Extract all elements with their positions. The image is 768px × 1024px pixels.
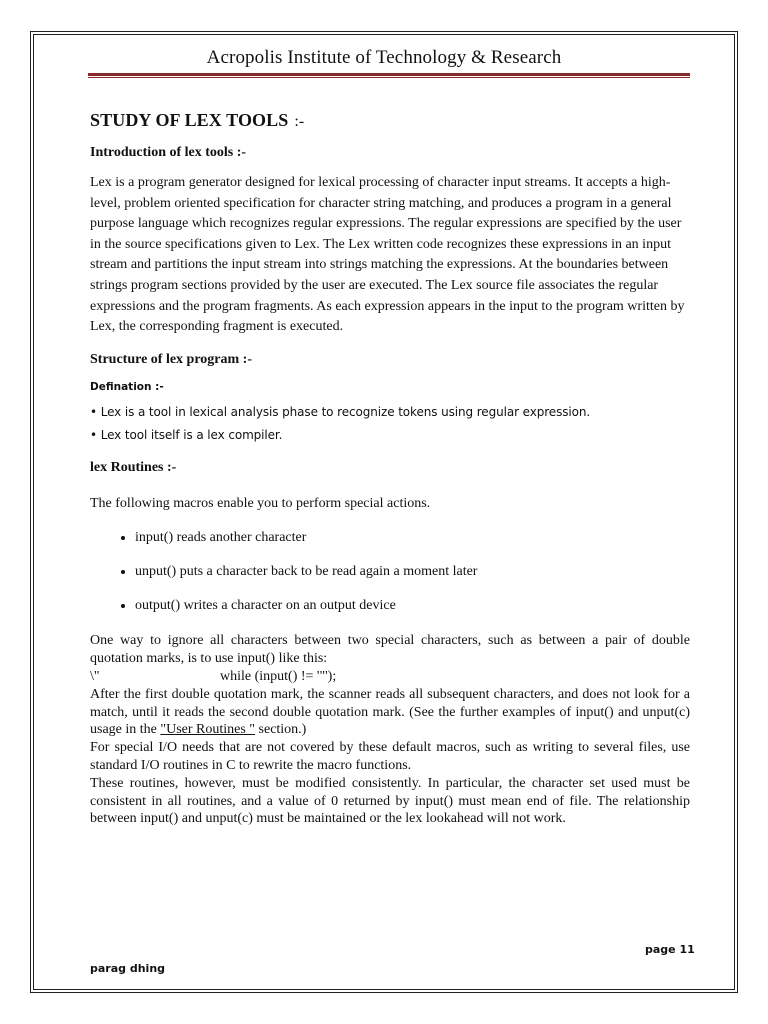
intro-title: Introduction of lex tools :- <box>90 145 247 160</box>
routines-intro: The following macros enable you to perform special actions. <box>90 495 431 511</box>
document-body <box>90 110 690 828</box>
routines-title: lex Routines :- <box>90 459 177 475</box>
main-heading-suffix: :- <box>294 113 305 130</box>
routines-list <box>90 530 690 614</box>
header-rule <box>88 73 690 76</box>
code-example <box>90 668 690 686</box>
list-item: • unput() puts a character back to be read again a moment later <box>135 564 690 580</box>
body-paragraph-2 <box>90 686 690 739</box>
header-rule-thin <box>88 77 690 78</box>
intro-paragraph: Lex is a program generator designed for lexical processing of character input streams. It accepts a high-level, problem oriented specification for character string matching, and produces a program in a general purpose language which recognizes regular expressions. The regular expressions are specified by the user in the source specifications given to Lex. The Lex written code recognizes these expressions in an input stream and partitions the input stream into strings matching the expressions. At the boundaries between strings program sections provided by the user are executed. The Lex source file associates the regular expressions and the program fragments. As each expression appears in the input to the program written by Lex, the corresponding fragment is executed. <box>90 175 685 335</box>
body-paragraph-3: For special I/O needs that are not covered by these default macros, such as writing to several files, use standard I/O routines in C to rewrite the macro functions. <box>90 740 690 773</box>
definition-bullet: • Lex is a tool in lexical analysis phase to recognize tokens using regular expression. <box>90 404 591 419</box>
code-right: while (input() != '"'); <box>220 668 337 684</box>
structure-title: Structure of lex program :- <box>90 351 252 367</box>
user-routines-link[interactable]: "User Routines " <box>160 722 256 738</box>
list-item: • input() reads another character <box>135 530 690 546</box>
list-item: • output() writes a character on an output device <box>135 598 690 614</box>
main-heading <box>90 110 690 131</box>
header-title: Acropolis Institute of Technology & Research <box>206 47 562 68</box>
author-name: parag dhing <box>90 962 166 975</box>
p2-text-before: After the first double quotation mark, the scanner reads all subsequent characters, and does not look for a match, until it reads the second double quotation mark. (See the further examples of input() and unput(c) usage in the <box>90 686 690 738</box>
code-left: \" <box>90 668 100 684</box>
definition-bullet: • Lex tool itself is a lex compiler. <box>90 427 283 442</box>
definition-label: Defination :- <box>90 380 164 393</box>
page-number: page 11 <box>645 943 695 956</box>
body-paragraph-4: These routines, however, must be modified consistently. In particular, the character set used must be consistent in all routines, and a value of 0 returned by input() must mean end of file. The relationship between input() and unput(c) must be maintained or the lex lookahead will not work. <box>90 775 690 827</box>
p2-text-after: section.) <box>255 722 307 738</box>
main-heading-text: STUDY OF LEX TOOLS <box>90 110 289 130</box>
body-paragraph-1: One way to ignore all characters between two special characters, such as between a pair of double quotation marks, is to use input() like this: <box>90 633 690 667</box>
